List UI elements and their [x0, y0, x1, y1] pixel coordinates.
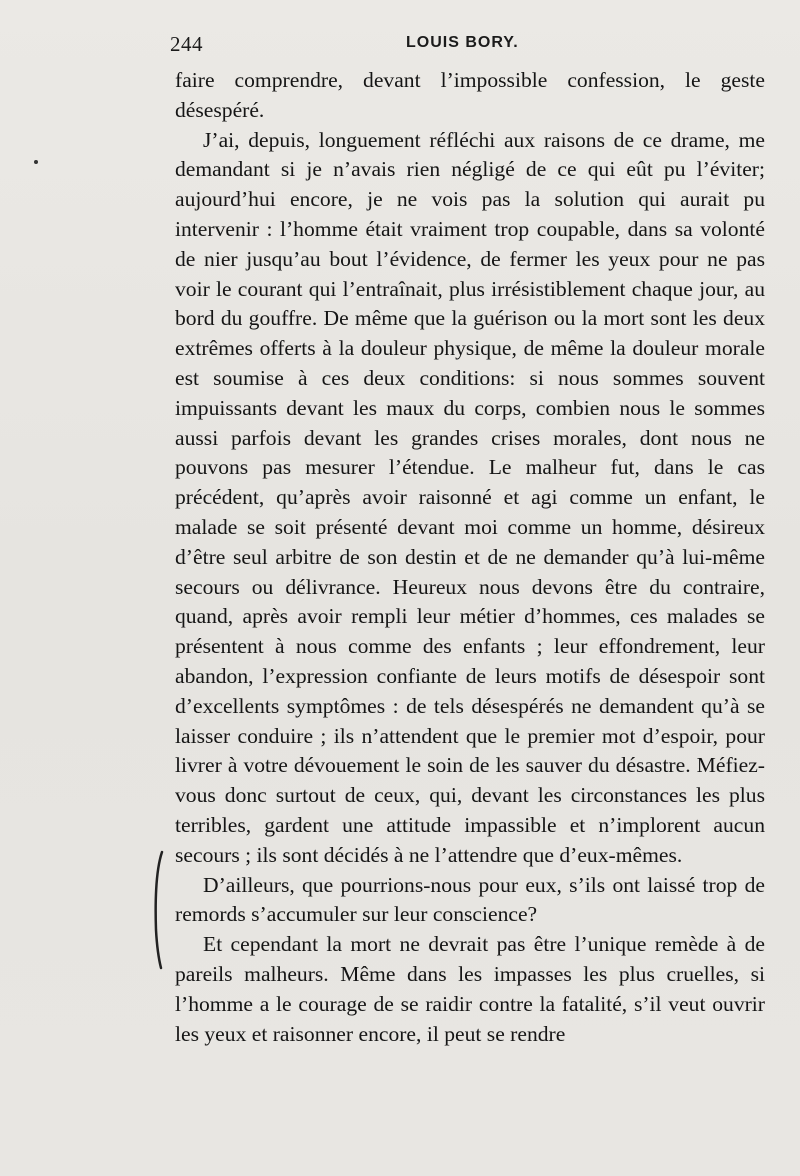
page-header: [170, 30, 760, 60]
page-speck: [34, 160, 38, 164]
paragraph: Et cependant la mort ne devrait pas être l’unique remède à de pareils malheurs. Même dans les impasses les plus cruelles, si l’homme a le courage de se raidir contre la fatalité, s’il veut ouvrir les yeux et raisonner encore, il peut se rendre: [175, 932, 765, 1046]
margin-pencil-mark: [150, 850, 170, 970]
page-number: 244: [170, 32, 203, 56]
paragraph: faire comprendre, devant l’impossible confession, le geste désespéré.: [175, 68, 765, 122]
paragraph: D’ailleurs, que pourrions-nous pour eux, s’ils ont laissé trop de remords s’accumuler sur leur conscience?: [175, 872, 765, 927]
paragraph: J’ai, depuis, longuement réfléchi aux raisons de ce drame, me demandant si je n’avais rien négligé de ce qui eût pu l’éviter; aujourd’hui encore, je ne vois pas la solution qui aurait pu intervenir : l’homme était vraiment trop coupable, dans sa volonté de nier jusqu’au bout l’évidence, de fermer les yeux pour ne pas voir le courant qui l’entraînait, plus irrésistiblement chaque jour, au bord du gouffre. De même que la guérison ou la mort sont les deux extrêmes offerts à la douleur physique, de même la douleur morale est soumise à ces deux conditions: si nous sommes souvent impuissants devant les maux du corps, combien nous le sommes aussi parfois devant les grandes crises morales, dont nous ne pouvons pas mesurer l’étendue. Le malheur fut, dans le cas précédent, qu’après avoir raisonné et agi comme un enfant, le malade se soit présenté devant moi comme un homme, désireux d’être seul arbitre de son destin et de ne demander qu’à lui-même secours ou délivrance. Heureux nous devons être du contraire, quand, après avoir rempli leur métier d’hommes, ces malades se présentent à nous comme des enfants ; leur effondrement, leur abandon, l’expression confiante de leurs motifs de désespoir sont d’excellents symptômes : de tels désespérés ne demandent qu’à se laisser conduire ; ils n’attendent que le premier mot d’espoir, pour livrer à votre dévouement le soin de les sauver du désastre. Méfiez-vous donc surtout de ceux, qui, devant les circonstances les plus terribles, gardent une attitude impassible et n’implorent aucun secours ; ils sont décidés à ne l’attendre que d’eux-mêmes.: [175, 127, 765, 867]
body-text: [175, 66, 765, 1049]
running-head: LOUIS BORY.: [406, 34, 519, 51]
